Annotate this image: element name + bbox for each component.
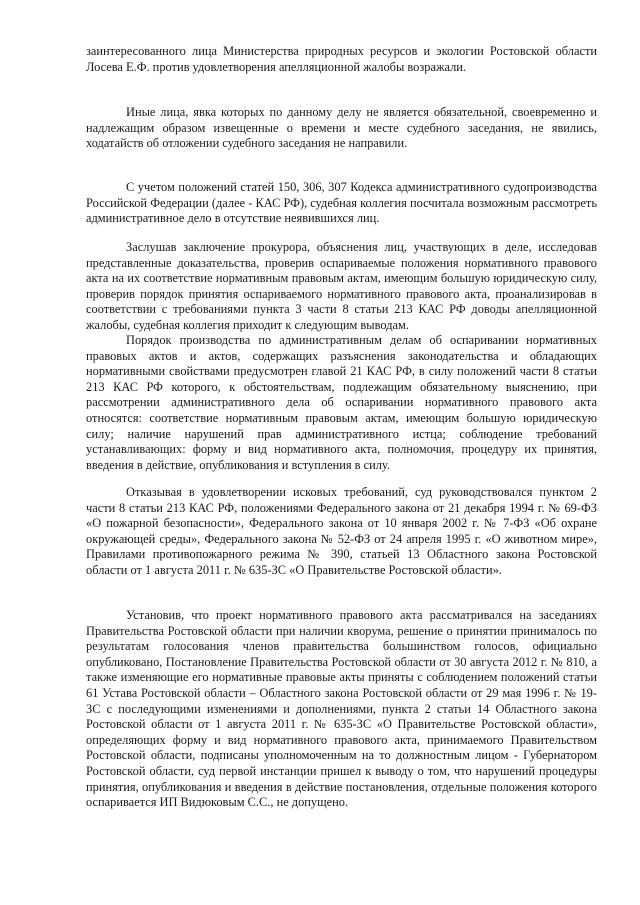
paragraph-7: Установив, что проект нормативного правового акта рассматривался на заседаниях Правительства Ростовской области при наличии кворума, решение о принятии принималось по результатам голосования членов правительства большинством голосов, официально опубликовано, Постановление Правительства Ростовской области от 30 августа 2012 г. № 810, а также изменяющие его нормативные правовые акты приняты с соблюдением положений статьи 61 Устава Ростовской области – Областного закона Ростовской области от 29 мая 1996 г. № 19-ЗС с последующими изменениями и дополнениями, пункта 2 статьи 14 Областного закона Ростовской области от 1 августа 2011 г. № 635-ЗС «О Правительстве Ростовской области», определяющих форму и вид нормативного правового акта, принимаемого Правительством Ростовской области, подписаны уполномоченным на то должностным лицом - Губернатором Ростовской области, суд первой инстанции пришел к выводу о том, что нарушений процедуры принятия, опубликования и введения в действие постановления, отдельные положения которого оспаривается ИП Видюковым С.С., не допущено. (86, 608, 597, 810)
paragraph-5: Порядок производства по административным делам об оспаривании нормативных правовых актов и актов, содержащих разъяснения законодательства и обладающих нормативными свойствами предусмотрен главой 21 КАС РФ, в силу положений части 8 статьи 213 КАС РФ которого, к обстоятельствам, подлежащим обязательному выяснению, при рассмотрении административного дела об оспаривании нормативного правового акта относятся: соответствие нормативным правовым актам, имеющим большую юридическую силу; наличие нарушений прав административного истца; соблюдение требований устанавливающих: форму и вид нормативного акта, полномочия, процедуру их принятия, введения в действие, опубликования и вступления в силу. (86, 333, 597, 472)
paragraph-6: Отказывая в удовлетворении исковых требований, суд руководствовался пунктом 2 части 8 статьи 213 КАС РФ, положениями Федерального закона от 21 декабря 1994 г. № 69-ФЗ «О пожарной безопасности», Федерального закона от 10 января 2002 г. № 7-ФЗ «Об охране окружающей среды», Федерального закона № 52-ФЗ от 24 апреля 1995 г. «О животном мире», Правилами противопожарного режима № 390, статьей 13 Областного закона Ростовской области от 1 августа 2011 г. № 635-ЗС «О Правительстве Ростовской области». (86, 485, 597, 577)
paragraph-4: Заслушав заключение прокурора, объяснения лиц, участвующих в деле, исследовав представленные доказательства, проверив оспариваемые положения нормативного правового акта на их соответствие нормативным правовым актам, имеющим большую юридическую силу, проверив порядок принятия оспариваемого нормативного правового акта, проанализировав в соответствии с требованиями пункта 3 части 8 статьи 213 КАС РФ доводы апелляционной жалобы, судебная коллегия приходит к следующим выводам. (86, 240, 597, 332)
paragraph-2: Иные лица, явка которых по данному делу не является обязательной, своевременно и надлежащим образом извещенные о времени и месте судебного заседания, не явились, ходатайств об отложении судебного заседания не направили. (86, 105, 597, 151)
paragraph-1: заинтересованного лица Министерства природных ресурсов и экологии Ростовской области Лосева Е.Ф. против удовлетворения апелляционной жалобы возражали. (86, 44, 597, 74)
paragraph-3: С учетом положений статей 150, 306, 307 Кодекса административного судопроизводства Российской Федерации (далее - КАС РФ), судебная коллегия посчитала возможным рассмотреть административное дело в отсутствие неявившихся лиц. (86, 180, 597, 226)
